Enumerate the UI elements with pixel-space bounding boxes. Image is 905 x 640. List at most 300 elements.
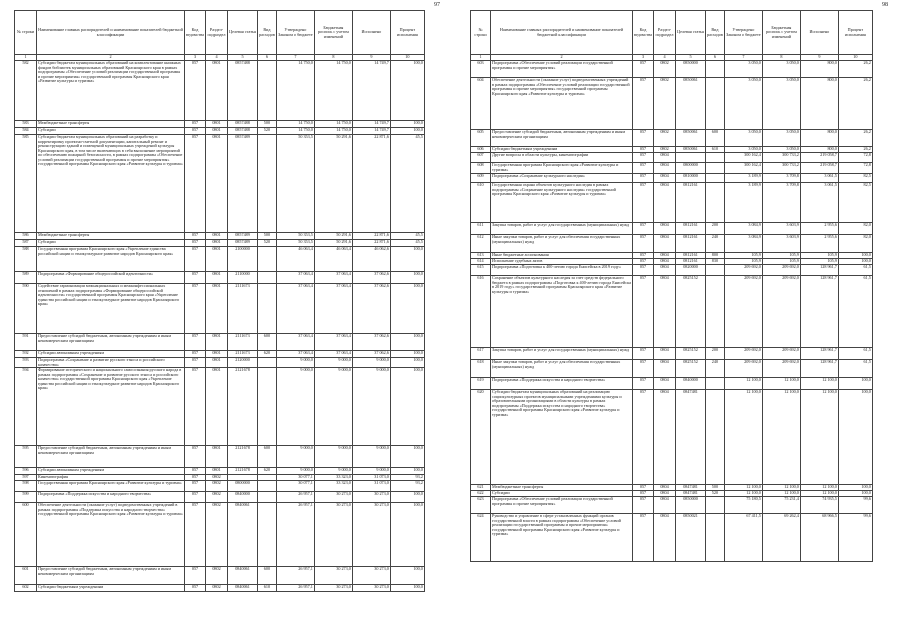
row-number: 605 bbox=[471, 130, 491, 147]
approved-amount: 30 077,1 bbox=[276, 481, 314, 492]
budget-allocation: 105,9 bbox=[762, 253, 800, 259]
budget-allocation: 12 100,0 bbox=[762, 390, 800, 485]
approved-amount: 3 084,9 bbox=[724, 223, 762, 235]
column-header: Бюджетная роспись с учетом изменений bbox=[762, 11, 800, 55]
approved-amount: 37 063,4 bbox=[276, 351, 314, 358]
table-row bbox=[471, 61, 873, 78]
ministry-code: 057 bbox=[633, 153, 654, 163]
ministry-code: 057 bbox=[185, 358, 206, 368]
approved-amount: 26 957,1 bbox=[276, 585, 314, 592]
execution-percent: 100,0 bbox=[390, 128, 424, 135]
table-row bbox=[15, 128, 425, 135]
executed-amount: 800,0 bbox=[800, 61, 838, 78]
section-code: 0804 bbox=[654, 378, 676, 390]
column-index: 8 bbox=[762, 55, 800, 61]
row-name: Субсидии bbox=[37, 240, 185, 247]
execution-percent: 72,8 bbox=[838, 163, 872, 174]
expense-type: 520 bbox=[706, 491, 725, 497]
section-code: 0802 bbox=[206, 585, 228, 592]
executed-amount: 3 061,5 bbox=[800, 183, 838, 223]
target-article bbox=[676, 153, 706, 163]
approved-amount: 105,9 bbox=[724, 253, 762, 259]
row-name: Межбюджетные трансферты bbox=[37, 121, 185, 128]
section-code: 0801 bbox=[206, 368, 228, 446]
column-index: 2 bbox=[491, 55, 633, 61]
table-row bbox=[15, 585, 425, 592]
expense-type bbox=[258, 481, 277, 492]
expense-type: 600 bbox=[258, 446, 277, 468]
approved-amount: 37 063,4 bbox=[276, 272, 314, 284]
section-code: 0804 bbox=[654, 265, 676, 276]
expense-type: 600 bbox=[706, 130, 725, 147]
section-code: 0801 bbox=[206, 334, 228, 351]
column-index: 4 bbox=[206, 55, 228, 61]
target-article: 0850000 bbox=[676, 497, 706, 514]
section-code: 0801 bbox=[206, 351, 228, 358]
executed-amount: 37 062,6 bbox=[352, 351, 390, 358]
execution-percent: 100,0 bbox=[390, 567, 424, 585]
expense-type: 240 bbox=[706, 235, 725, 253]
target-article: 0850000 bbox=[676, 61, 706, 78]
budget-allocation: 12 100,0 bbox=[762, 378, 800, 390]
row-name: Субсидии бюджетным учреждениям bbox=[491, 147, 633, 153]
section-code: 0804 bbox=[654, 174, 676, 183]
approved-amount: 37 063,4 bbox=[276, 334, 314, 351]
target-article: 0847481 bbox=[676, 390, 706, 485]
target-article: 2121678 bbox=[228, 368, 258, 446]
ministry-code: 057 bbox=[633, 147, 654, 153]
table-row bbox=[15, 121, 425, 128]
row-number: 585 bbox=[15, 135, 37, 233]
row-name: Подпрограмма «Обеспечение условий реализации государственной программы и прочие мероприятия» bbox=[491, 497, 633, 514]
expense-type bbox=[258, 284, 277, 334]
target-article: 0850021 bbox=[676, 514, 706, 562]
budget-allocation: 12 100,0 bbox=[762, 491, 800, 497]
approved-amount: 3 189,9 bbox=[724, 174, 762, 183]
ministry-code: 057 bbox=[633, 223, 654, 235]
row-name: Государственная программа Красноярского края «Развитие культуры и туризма» bbox=[491, 163, 633, 174]
table-row bbox=[15, 351, 425, 358]
execution-percent: 100,0 bbox=[838, 378, 872, 390]
executed-amount: 3 061,5 bbox=[800, 174, 838, 183]
approved-amount: 9 000,0 bbox=[276, 368, 314, 446]
expense-type bbox=[258, 492, 277, 503]
column-index: 3 bbox=[185, 55, 206, 61]
table-row bbox=[15, 272, 425, 284]
budget-allocation: 3 709,8 bbox=[762, 174, 800, 183]
target-article: 2121678 bbox=[228, 446, 258, 468]
execution-percent: 82,5 bbox=[838, 174, 872, 183]
approved-amount: 209 692,0 bbox=[724, 265, 762, 276]
row-number: 602 bbox=[15, 585, 37, 592]
section-code: 0804 bbox=[654, 183, 676, 223]
table-row bbox=[471, 163, 873, 174]
table-row bbox=[471, 378, 873, 390]
approved-amount: 50 353,5 bbox=[276, 233, 314, 240]
row-name: Субсидии бюджетам муниципальных образований на разработку и корректировку проектно-сметной документации, капитальный ремонт и реконструкцию зданий и помещений муниципальных учреждений культуры Красноярского края, в том числе включающих в себя выполнение мероприятий по обеспечению пожарной безопасности, в рамках подпрограммы «Обеспечение условий реализации государственной программы и прочие мероприятия» государственной программы Красноярского края «Развитие культуры и туризма» bbox=[37, 135, 185, 233]
table-row bbox=[15, 233, 425, 240]
executed-amount: 37 062,6 bbox=[352, 284, 390, 334]
column-index: 10 bbox=[838, 55, 872, 61]
row-name: Иные закупки товаров, работ и услуг для обеспечения государственных (муниципальных) нужд bbox=[491, 360, 633, 378]
approved-amount: 3 050,0 bbox=[724, 130, 762, 147]
table-row bbox=[471, 276, 873, 348]
budget-allocation: 3 603,9 bbox=[762, 235, 800, 253]
row-number: 623 bbox=[471, 497, 491, 514]
target-article: 0810000 bbox=[676, 174, 706, 183]
target-article: 0840061 bbox=[228, 567, 258, 585]
executed-amount: 128 961,7 bbox=[800, 265, 838, 276]
row-name: Субсидии bbox=[37, 128, 185, 135]
row-name: Руководство и управление в сфере установленных функций органов государственной власти в рамках подпрограммы «Обеспечение условий реализации государственной программы и прочие мероприятия» государственной программы Красноярского края «Развитие культуры и туризма» bbox=[491, 514, 633, 562]
row-number: 594 bbox=[15, 368, 37, 446]
execution-percent: 100,0 bbox=[390, 446, 424, 468]
row-number: 621 bbox=[471, 485, 491, 491]
ministry-code: 057 bbox=[185, 492, 206, 503]
section-code: 0802 bbox=[654, 130, 676, 147]
expense-type bbox=[706, 163, 725, 174]
row-number: 604 bbox=[471, 78, 491, 130]
executed-amount: 105,9 bbox=[800, 253, 838, 259]
row-name: Исполнение судебных актов bbox=[491, 259, 633, 265]
budget-allocation: 50 291,6 bbox=[314, 135, 352, 233]
ministry-code: 057 bbox=[185, 240, 206, 247]
execution-percent: 45,5 bbox=[390, 240, 424, 247]
execution-percent: 100,0 bbox=[838, 259, 872, 265]
expense-type bbox=[706, 378, 725, 390]
ministry-code: 057 bbox=[633, 514, 654, 562]
target-article: 2120000 bbox=[228, 358, 258, 368]
ministry-code: 057 bbox=[185, 503, 206, 567]
execution-percent: 100,0 bbox=[838, 390, 872, 485]
ministry-code: 057 bbox=[185, 446, 206, 468]
budget-allocation: 37 063,4 bbox=[314, 351, 352, 358]
budget-allocation: 3 050,0 bbox=[762, 147, 800, 153]
execution-percent: 100,0 bbox=[390, 351, 424, 358]
ministry-code: 057 bbox=[185, 247, 206, 272]
execution-percent: 61,5 bbox=[838, 265, 872, 276]
target-article: 0800000 bbox=[676, 163, 706, 174]
column-header: Процент исполнения bbox=[838, 11, 872, 55]
expense-type: 500 bbox=[258, 233, 277, 240]
column-header: Утверждено Законом о бюджете bbox=[724, 11, 762, 55]
budget-allocation: 69 262,4 bbox=[762, 514, 800, 562]
column-index: 5 bbox=[676, 55, 706, 61]
approved-amount: 12 100,0 bbox=[724, 491, 762, 497]
execution-percent: 100,0 bbox=[390, 272, 424, 284]
approved-amount: 3 084,9 bbox=[724, 235, 762, 253]
target-article: 0847481 bbox=[676, 485, 706, 491]
table-row bbox=[15, 492, 425, 503]
section-code: 0802 bbox=[654, 147, 676, 153]
section-code: 0804 bbox=[654, 485, 676, 491]
ministry-code: 057 bbox=[633, 497, 654, 514]
executed-amount: 12 100,0 bbox=[800, 378, 838, 390]
budget-allocation: 46 063,4 bbox=[314, 247, 352, 272]
executed-amount: 12 100,0 bbox=[800, 390, 838, 485]
section-code: 0802 bbox=[654, 78, 676, 130]
execution-percent: 26,2 bbox=[838, 130, 872, 147]
target-article: 2121678 bbox=[228, 468, 258, 475]
row-name: Кинематография bbox=[37, 475, 185, 481]
execution-percent: 100,0 bbox=[390, 61, 424, 121]
row-name: Формирование исторического и национального самосознания русского народа в рамках подпрограммы «Сохранение и развитие русского этноса и российского казачества» государственной программы Красноярского края «Укрепление единства российской нации и этнокультурное развитие народов Красноярского края» bbox=[37, 368, 185, 446]
row-name: Субсидии бюджетам муниципальных образований на комплектование книжных фондов библиотек муниципальных образований Красноярского края в рамках подпрограммы «Обеспечение условий реализации государственной программы и прочие мероприятия» государственной программы Красноярского края «Развитие культуры и туризма» bbox=[37, 61, 185, 121]
section-code: 0801 bbox=[206, 247, 228, 272]
section-code: 0802 bbox=[206, 475, 228, 481]
row-number: 608 bbox=[471, 163, 491, 174]
target-article: 0850061 bbox=[676, 78, 706, 130]
row-number: 584 bbox=[15, 128, 37, 135]
section-code: 0801 bbox=[206, 358, 228, 368]
table-row bbox=[15, 503, 425, 567]
ministry-code: 057 bbox=[185, 233, 206, 240]
target-article: 2111673 bbox=[228, 334, 258, 351]
approved-amount: 14 750,0 bbox=[276, 61, 314, 121]
column-index: 5 bbox=[228, 55, 258, 61]
row-number: 613 bbox=[471, 253, 491, 259]
expense-type bbox=[706, 174, 725, 183]
execution-percent: 72,8 bbox=[838, 153, 872, 163]
section-code: 0801 bbox=[206, 446, 228, 468]
table-row bbox=[471, 390, 873, 485]
approved-amount: 14 750,0 bbox=[276, 128, 314, 135]
budget-allocation: 14 750,0 bbox=[314, 121, 352, 128]
row-number: 603 bbox=[471, 61, 491, 78]
column-header: Целевая статья bbox=[228, 11, 258, 55]
budget-allocation: 9 000,0 bbox=[314, 468, 352, 475]
executed-amount: 30 273,0 bbox=[352, 585, 390, 592]
executed-amount: 22 871,6 bbox=[352, 240, 390, 247]
column-index: 2 bbox=[37, 55, 185, 61]
row-number: 601 bbox=[15, 567, 37, 585]
section-code: 0801 bbox=[206, 61, 228, 121]
budget-allocation: 30 273,0 bbox=[314, 567, 352, 585]
approved-amount: 26 957,1 bbox=[276, 567, 314, 585]
budget-allocation: 209 692,0 bbox=[762, 360, 800, 378]
section-code: 0804 bbox=[654, 514, 676, 562]
ministry-code: 057 bbox=[633, 485, 654, 491]
approved-amount: 9 000,0 bbox=[276, 468, 314, 475]
section-code: 0804 bbox=[654, 390, 676, 485]
budget-allocation: 300 733,2 bbox=[762, 163, 800, 174]
column-header: Код ведомства bbox=[633, 11, 654, 55]
row-number: 598 bbox=[15, 481, 37, 492]
executed-amount: 9 000,0 bbox=[352, 358, 390, 368]
section-code: 0802 bbox=[206, 567, 228, 585]
column-index: 3 bbox=[633, 55, 654, 61]
execution-percent: 45,5 bbox=[390, 135, 424, 233]
execution-percent: 45,5 bbox=[390, 233, 424, 240]
expense-type bbox=[706, 183, 725, 223]
table-row bbox=[15, 358, 425, 368]
row-number: 597 bbox=[15, 475, 37, 481]
target-article: 0812161 bbox=[676, 235, 706, 253]
executed-amount: 105,9 bbox=[800, 259, 838, 265]
row-number: 618 bbox=[471, 360, 491, 378]
approved-amount: 37 063,4 bbox=[276, 284, 314, 334]
expense-type bbox=[258, 358, 277, 368]
row-number: 609 bbox=[471, 174, 491, 183]
row-name: Предоставление субсидий бюджетным, автономным учреждениям и иным некоммерческим организациям bbox=[491, 130, 633, 147]
target-article: 0857488 bbox=[228, 121, 258, 128]
ministry-code: 057 bbox=[633, 360, 654, 378]
executed-amount: 2 955,6 bbox=[800, 223, 838, 235]
table-row bbox=[15, 446, 425, 468]
execution-percent: 61,5 bbox=[838, 360, 872, 378]
table-row bbox=[471, 174, 873, 183]
target-article: 0812161 bbox=[676, 253, 706, 259]
ministry-code: 057 bbox=[633, 78, 654, 130]
execution-percent: 61,5 bbox=[838, 348, 872, 360]
target-article: 0847481 bbox=[676, 491, 706, 497]
column-header: Вид расходов bbox=[706, 11, 725, 55]
expense-type bbox=[258, 272, 277, 284]
expense-type: 600 bbox=[258, 334, 277, 351]
column-header: Бюджетная роспись с учетом изменений bbox=[314, 11, 352, 55]
table-row bbox=[15, 135, 425, 233]
table-row bbox=[15, 481, 425, 492]
approved-amount: 12 100,0 bbox=[724, 390, 762, 485]
budget-allocation: 209 692,0 bbox=[762, 276, 800, 348]
execution-percent: 82,0 bbox=[838, 235, 872, 253]
budget-allocation: 9 000,0 bbox=[314, 358, 352, 368]
row-name: Подпрограмма «Подготовка к 400-летию города Енисейска в 2019 году» bbox=[491, 265, 633, 276]
section-code: 0804 bbox=[654, 491, 676, 497]
executed-amount: 9 000,0 bbox=[352, 468, 390, 475]
budget-allocation: 37 063,4 bbox=[314, 334, 352, 351]
ministry-code: 057 bbox=[633, 130, 654, 147]
row-number: 610 bbox=[471, 183, 491, 223]
section-code: 0804 bbox=[654, 276, 676, 348]
execution-percent: 100,0 bbox=[838, 253, 872, 259]
approved-amount: 3 050,0 bbox=[724, 61, 762, 78]
ministry-code: 057 bbox=[633, 491, 654, 497]
row-number: 600 bbox=[15, 503, 37, 567]
target-article: 0812161 bbox=[676, 259, 706, 265]
table-row bbox=[15, 567, 425, 585]
section-code: 0802 bbox=[206, 503, 228, 567]
column-index: 7 bbox=[724, 55, 762, 61]
executed-amount: 219 058,7 bbox=[800, 163, 838, 174]
execution-percent: 100,0 bbox=[390, 334, 424, 351]
expense-type: 620 bbox=[258, 468, 277, 475]
budget-allocation: 9 000,0 bbox=[314, 368, 352, 446]
executed-amount: 12 100,0 bbox=[800, 491, 838, 497]
ministry-code: 057 bbox=[633, 348, 654, 360]
budget-allocation: 37 063,4 bbox=[314, 284, 352, 334]
approved-amount: 3 050,0 bbox=[724, 78, 762, 130]
column-index: 7 bbox=[276, 55, 314, 61]
column-header: Наименование главных распорядителей и наименование показателей бюджетной классификации bbox=[37, 11, 185, 55]
row-name: Государственная программа Красноярского края «Укрепление единства российской нации и этнокультурное развитие народов Красноярского края» bbox=[37, 247, 185, 272]
approved-amount: 50 353,5 bbox=[276, 135, 314, 233]
section-code: 0801 bbox=[206, 468, 228, 475]
execution-percent: 100,0 bbox=[390, 503, 424, 567]
expense-type: 500 bbox=[258, 121, 277, 128]
section-code: 0804 bbox=[654, 153, 676, 163]
target-article: 0840061 bbox=[228, 585, 258, 592]
column-header: Раздел-подраздел bbox=[206, 11, 228, 55]
row-name: Субсидии автономным учреждениям bbox=[37, 468, 185, 475]
approved-amount: 9 000,0 bbox=[276, 358, 314, 368]
column-header: Раздел-подраздел bbox=[654, 11, 676, 55]
target-article: 0857488 bbox=[228, 61, 258, 121]
row-number: 616 bbox=[471, 276, 491, 348]
expense-type: 600 bbox=[258, 567, 277, 585]
section-code: 0802 bbox=[206, 492, 228, 503]
target-article: 0857489 bbox=[228, 240, 258, 247]
table-row bbox=[15, 468, 425, 475]
column-index: 10 bbox=[390, 55, 424, 61]
row-name: Обеспечение деятельности (оказание услуг) подведомственных учреждений в рамках подпрограммы «Поддержка искусства и народного творчества» государственной программы Красноярского края «Развитие культуры и туризма» bbox=[37, 503, 185, 567]
executed-amount: 68 966,5 bbox=[800, 514, 838, 562]
ministry-code: 057 bbox=[633, 163, 654, 174]
target-article: 0825152 bbox=[676, 348, 706, 360]
row-number: 588 bbox=[15, 247, 37, 272]
table-row bbox=[471, 223, 873, 235]
execution-percent: 100,0 bbox=[390, 121, 424, 128]
execution-percent: 93,2 bbox=[390, 475, 424, 481]
budget-allocation: 75 231,4 bbox=[762, 497, 800, 514]
row-name: Предоставление субсидий бюджетным, автономным учреждениям и иным некоммерческим организациям bbox=[37, 446, 185, 468]
table-row bbox=[471, 78, 873, 130]
budget-allocation: 50 291,6 bbox=[314, 233, 352, 240]
table-row bbox=[471, 183, 873, 223]
expense-type: 800 bbox=[706, 253, 725, 259]
row-number: 589 bbox=[15, 272, 37, 284]
row-name: Закупка товаров, работ и услуг для государственных (муниципальных) нужд bbox=[491, 223, 633, 235]
approved-amount: 26 957,1 bbox=[276, 503, 314, 567]
budget-allocation: 50 291,6 bbox=[314, 240, 352, 247]
execution-percent: 100,0 bbox=[390, 492, 424, 503]
row-name: Субсидии бюджетным учреждениям bbox=[37, 585, 185, 592]
target-article: 0850061 bbox=[676, 130, 706, 147]
execution-percent: 26,2 bbox=[838, 78, 872, 130]
table-row bbox=[471, 153, 873, 163]
row-name: Подпрограмма «Формирование общероссийской идентичности» bbox=[37, 272, 185, 284]
column-header: Процент исполнения bbox=[390, 11, 424, 55]
approved-amount: 75 180,5 bbox=[724, 497, 762, 514]
section-code: 0802 bbox=[206, 481, 228, 492]
execution-percent: 82,5 bbox=[838, 183, 872, 223]
row-name: Закупка товаров, работ и услуг для государственных (муниципальных) нужд bbox=[491, 348, 633, 360]
execution-percent: 100,0 bbox=[390, 284, 424, 334]
target-article: 0812161 bbox=[676, 223, 706, 235]
row-name: Другие вопросы в области культуры, кинематографии bbox=[491, 153, 633, 163]
table-row bbox=[15, 61, 425, 121]
column-index: 8 bbox=[314, 55, 352, 61]
executed-amount: 2 955,6 bbox=[800, 235, 838, 253]
approved-amount: 67 411,5 bbox=[724, 514, 762, 562]
execution-percent: 26,2 bbox=[838, 147, 872, 153]
target-article: 0820000 bbox=[676, 265, 706, 276]
row-number: 587 bbox=[15, 240, 37, 247]
row-number: 620 bbox=[471, 390, 491, 485]
approved-amount: 300 162,4 bbox=[724, 163, 762, 174]
column-header: Исполнено bbox=[800, 11, 838, 55]
executed-amount: 219 058,7 bbox=[800, 153, 838, 163]
ministry-code: 057 bbox=[633, 174, 654, 183]
section-code: 0801 bbox=[206, 272, 228, 284]
section-code: 0801 bbox=[206, 240, 228, 247]
executed-amount: 37 062,6 bbox=[352, 334, 390, 351]
row-number: 619 bbox=[471, 378, 491, 390]
row-number: 592 bbox=[15, 351, 37, 358]
executed-amount: 9 000,0 bbox=[352, 446, 390, 468]
row-name: Подпрограмма «Поддержка искусства и народного творчества» bbox=[37, 492, 185, 503]
target-article: 0850061 bbox=[676, 147, 706, 153]
